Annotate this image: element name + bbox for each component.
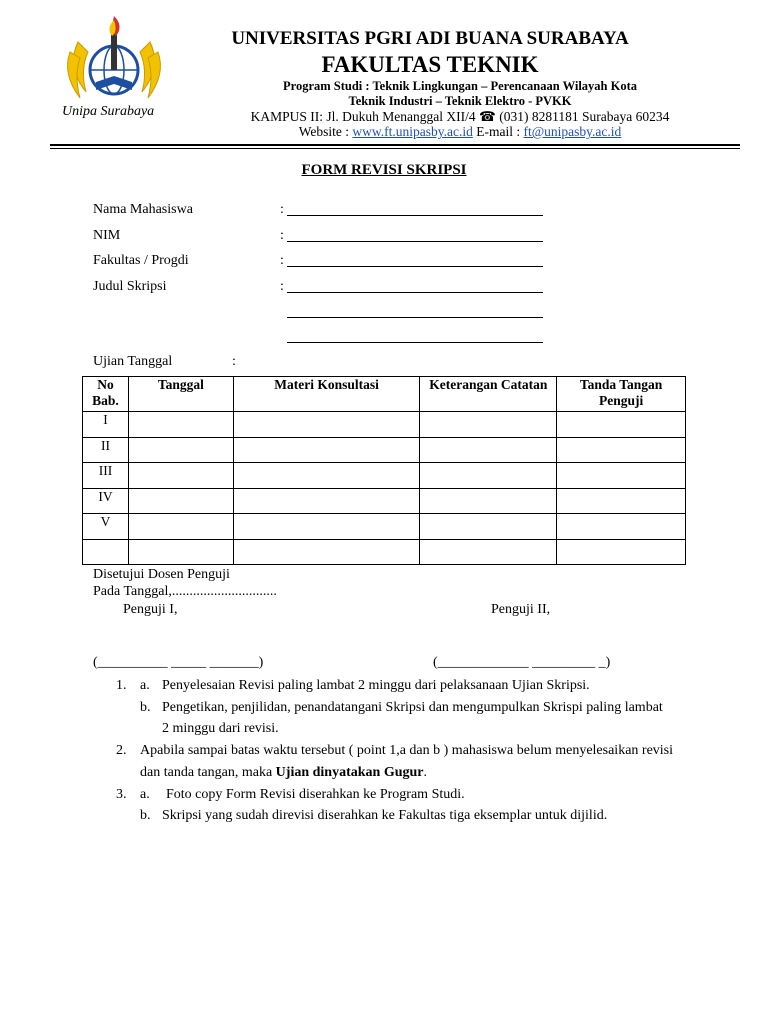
program-line-2: Teknik Industri – Teknik Elektro - PVKK [348, 94, 572, 108]
note-2-emphasis: Ujian dinyatakan Gugur [275, 765, 424, 780]
program-line-1: Program Studi : Teknik Lingkungan – Perencanaan Wilayah Kota [282, 79, 638, 93]
cell-tanggal[interactable] [128, 539, 233, 565]
note-1a-letter: a. [140, 678, 150, 693]
row-bab [83, 539, 129, 565]
note-3a-letter: a. [140, 787, 150, 802]
cell-tanda-tangan[interactable] [557, 488, 686, 514]
col-header-tanggal: Tanggal [128, 377, 233, 412]
field-label-nim: NIM [93, 228, 121, 243]
row-bab: I [83, 412, 129, 438]
note-1a-text: Penyelesaian Revisi paling lambat 2 minggu dari pelaksanaan Ujian Skripsi. [162, 678, 590, 693]
table-row [83, 463, 686, 489]
table-row [83, 539, 686, 565]
cell-keterangan[interactable] [420, 463, 557, 489]
row-bab: V [83, 514, 129, 540]
field-label-fakultas: Fakultas / Progdi [93, 253, 189, 268]
note-2-text-2-end: . [423, 765, 427, 780]
note-1b-text-2: 2 minggu dari revisi. [162, 721, 279, 736]
cell-tanda-tangan[interactable] [557, 463, 686, 489]
field-label-judul: Judul Skripsi [93, 279, 167, 294]
nim-input-line[interactable] [287, 241, 543, 242]
col-header-no-bab: No Bab. [83, 377, 129, 412]
cell-keterangan[interactable] [420, 514, 557, 540]
table-row [83, 488, 686, 514]
revision-table [82, 376, 686, 565]
table-row [83, 412, 686, 438]
nama-input-line[interactable] [287, 215, 543, 216]
note-3b-text: Skripsi yang sudah direvisi diserahkan ke Fakultas tiga eksemplar untuk dijilid. [162, 808, 608, 823]
note-1-number: 1. [116, 678, 127, 693]
email-link[interactable]: ft@unipasby.ac.id [523, 124, 622, 139]
table-row [83, 437, 686, 463]
cell-materi[interactable] [233, 539, 420, 565]
website-label: Website : [298, 124, 353, 139]
note-3-number: 3. [116, 787, 127, 802]
judul-input-line-3[interactable] [287, 342, 543, 343]
phone-icon: ☎ [479, 109, 496, 124]
website-link[interactable]: www.ft.unipasby.ac.id [352, 124, 473, 139]
row-bab: III [83, 463, 129, 489]
cell-keterangan[interactable] [420, 488, 557, 514]
university-name: UNIVERSITAS PGRI ADI BUANA SURABAYA [231, 28, 629, 49]
field-colon-nama: : [280, 202, 284, 217]
table-row [83, 514, 686, 540]
col-header-tanda-tangan: Tanda Tangan Penguji [557, 377, 686, 412]
fakultas-input-line[interactable] [287, 266, 543, 267]
cell-tanggal[interactable] [128, 514, 233, 540]
col-header-materi: Materi Konsultasi [233, 377, 420, 412]
field-label-nama: Nama Mahasiswa [93, 202, 193, 217]
cell-tanda-tangan[interactable] [557, 437, 686, 463]
email-label: E-mail : [472, 124, 524, 139]
cell-keterangan[interactable] [420, 539, 557, 565]
cell-tanda-tangan[interactable] [557, 514, 686, 540]
cell-keterangan[interactable] [420, 437, 557, 463]
note-1b-text-1: Pengetikan, penjilidan, penandatangani Skripsi dan mengumpulkan Skrispi paling lambat [162, 700, 663, 715]
cell-keterangan[interactable] [420, 412, 557, 438]
approval-label: Disetujui Dosen Penguji [93, 567, 230, 582]
note-2-number: 2. [116, 743, 127, 758]
penguji-2-label: Penguji II, [491, 602, 551, 617]
ujian-tanggal-label: Ujian Tanggal [93, 354, 173, 369]
judul-input-line-1[interactable] [287, 292, 543, 293]
campus-address [150, 109, 768, 125]
note-3b-letter: b. [140, 808, 151, 823]
cell-tanda-tangan[interactable] [557, 412, 686, 438]
field-colon-nim: : [280, 228, 284, 243]
field-colon-judul: : [280, 279, 284, 294]
row-bab: II [83, 437, 129, 463]
penguji-2-signature[interactable]: (_____________ _________ _) [433, 655, 611, 670]
approval-date: Pada Tanggal,.............................. [93, 584, 277, 599]
ujian-tanggal-colon: : [232, 354, 236, 369]
logo-caption: Unipa Surabaya [62, 104, 155, 119]
cell-materi[interactable] [233, 514, 420, 540]
note-3a-text: Foto copy Form Revisi diserahkan ke Program Studi. [166, 787, 465, 802]
note-2-text-1: Apabila sampai batas waktu tersebut ( point 1,a dan b ) mahasiswa belum menyelesaikan revisi [140, 743, 674, 758]
row-bab: IV [83, 488, 129, 514]
cell-materi[interactable] [233, 463, 420, 489]
table-header-row [83, 377, 686, 412]
cell-tanda-tangan[interactable] [557, 539, 686, 565]
header-divider-thin [50, 148, 740, 149]
judul-input-line-2[interactable] [287, 317, 543, 318]
cell-tanggal[interactable] [128, 463, 233, 489]
cell-materi[interactable] [233, 488, 420, 514]
penguji-1-label: Penguji I, [123, 602, 178, 617]
cell-tanggal[interactable] [128, 437, 233, 463]
note-2-text-2 [140, 765, 427, 781]
contact-line [150, 124, 768, 140]
cell-tanggal[interactable] [128, 488, 233, 514]
cell-materi[interactable] [233, 412, 420, 438]
header-divider-thick [50, 144, 740, 146]
cell-materi[interactable] [233, 437, 420, 463]
form-title: FORM REVISI SKRIPSI [301, 162, 467, 178]
campus-address-text: KAMPUS II: Jl. Dukuh Menanggal XII/4 [250, 109, 480, 124]
cell-tanggal[interactable] [128, 412, 233, 438]
penguji-1-signature[interactable]: (__________ _____ _______) [93, 655, 264, 670]
note-2-text-2-start: dan tanda tangan, maka [140, 765, 276, 780]
note-1b-letter: b. [140, 700, 151, 715]
campus-phone: (031) 8281181 Surabaya 60234 [495, 109, 670, 124]
faculty-name: FAKULTAS TEKNIK [321, 52, 539, 77]
field-colon-fakultas: : [280, 253, 284, 268]
col-header-keterangan: Keterangan Catatan [420, 377, 557, 412]
